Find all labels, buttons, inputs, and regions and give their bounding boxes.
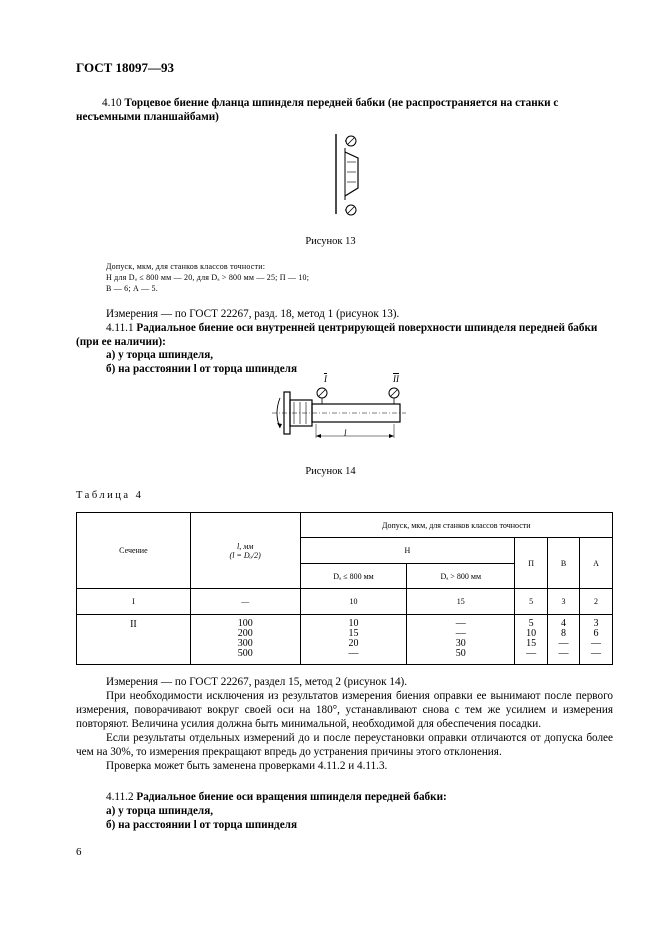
- cell-value: 30: [455, 638, 466, 649]
- header-l-label: l, мм: [236, 541, 254, 551]
- cell-value: —: [526, 648, 537, 659]
- document-header: ГОСТ 18097—93: [76, 60, 175, 75]
- cell-a: 2: [580, 589, 613, 615]
- paragraph: Измерения — по ГОСТ 22267, раздел 15, метод 2 (рисунок 14).: [106, 676, 408, 688]
- cell-v: [548, 615, 580, 665]
- cell-value: 10: [526, 628, 537, 639]
- cell-value: —: [558, 638, 569, 649]
- section-title: Радиальное биение оси внутренней центрирующей поверхности шпинделя передней бабки (при ее наличии):: [76, 322, 598, 348]
- section-number: 4.11.1: [106, 322, 134, 334]
- cell-h1: 10: [300, 589, 407, 615]
- figure-14-caption: Рисунок 14: [305, 466, 356, 477]
- header-class-V: В: [548, 538, 580, 589]
- list-item-b: б) на расстоянии l от торца шпинделя: [106, 363, 297, 375]
- cell-value: 8: [561, 628, 567, 639]
- table-row: [77, 615, 613, 665]
- cell-value: 50: [455, 648, 466, 659]
- header-class-P: П: [515, 538, 548, 589]
- cell-a: [580, 615, 613, 665]
- header-l-formula: (l = Dₐ/2): [229, 550, 261, 560]
- cell-value: —: [591, 648, 601, 659]
- cell-value: 10: [348, 618, 359, 629]
- header-class-H: Н: [300, 538, 515, 564]
- figure-14-label-l: l: [344, 428, 347, 438]
- cell-h2: [407, 615, 515, 665]
- header-l: [190, 513, 300, 589]
- cell-h2: 15: [407, 589, 515, 615]
- header-section: Сечение: [77, 513, 191, 589]
- cell-l: [190, 615, 300, 665]
- cell-h1: [300, 615, 407, 665]
- tolerance-line: Н для Dₐ ≤ 800 мм — 20, для Dₐ > 800 мм — 25; П — 10;: [106, 273, 310, 282]
- section-4-10: [76, 96, 613, 124]
- list-item-b: б) на расстоянии l от торца шпинделя: [106, 819, 297, 831]
- cell-value: 500: [237, 648, 253, 659]
- paragraph: При необходимости исключения из результатов измерения биения оправки ее вынимают после первого измерения, поворачивают вокруг своей оси на 180°, устанавливают снова с тем же усилием и измерения повторяют. Величина усилия должна быть минимальной, необходимой для обеспечения посадки.: [76, 690, 613, 730]
- cell-p: [515, 615, 548, 665]
- section-number: 4.10: [102, 97, 122, 109]
- header-class-A: А: [580, 538, 613, 589]
- cell-section: I: [77, 589, 191, 615]
- cell-value: 5: [528, 618, 534, 629]
- page-number: 6: [76, 846, 82, 858]
- cell-value: 15: [348, 628, 359, 639]
- tolerance-line: Допуск, мкм, для станков классов точности:: [106, 262, 266, 271]
- cell-p: 5: [515, 589, 548, 615]
- cell-section: II: [77, 615, 191, 665]
- section-4-11-2: [106, 790, 447, 804]
- table-title: Таблица 4: [76, 490, 144, 501]
- tolerance-line: В — 6; А — 5.: [106, 284, 158, 293]
- cell-value: —: [591, 638, 601, 649]
- cell-value: 6: [593, 628, 599, 639]
- figure-13-drawing: [300, 128, 380, 224]
- figure-14-label-II: $\overline{II}$: [393, 374, 399, 384]
- cell-value: —: [348, 648, 359, 659]
- figure-14-drawing: [270, 372, 410, 460]
- body-text: [76, 675, 613, 773]
- cell-value: 300: [237, 638, 253, 649]
- cell-l: —: [190, 589, 300, 615]
- cell-value: —: [455, 618, 466, 629]
- paragraph: Если результаты отдельных измерений до и после переустановки оправки отличаются от допуска более чем на 30%, то измерения прекращают впредь до устранения причины этого отклонения.: [76, 732, 613, 758]
- cell-value: 100: [237, 618, 253, 629]
- header-tolerance: Допуск, мкм, для станков классов точности: [300, 513, 612, 538]
- section-title: Радиальное биение оси вращения шпинделя передней бабки:: [136, 791, 447, 803]
- list-item-a: а) у торца шпинделя,: [106, 349, 214, 361]
- measurement-text: Измерения — по ГОСТ 22267, разд. 18, метод 1 (рисунок 13).: [106, 308, 400, 320]
- figure-14-label-I: $\overline{I}$: [324, 374, 327, 384]
- section-4-11-1: [76, 321, 613, 349]
- section-title: Торцевое биение фланца шпинделя передней бабки (не распространяется на станки с несъемными планшайбами): [76, 97, 559, 123]
- header-da-le: Dₐ ≤ 800 мм: [300, 564, 407, 589]
- cell-value: 4: [561, 618, 567, 629]
- section-number: 4.11.2: [106, 791, 134, 803]
- cell-value: 20: [348, 638, 359, 649]
- cell-value: —: [558, 648, 569, 659]
- tolerance-note: [106, 261, 309, 294]
- table-row: [77, 589, 613, 615]
- cell-value: 3: [593, 618, 599, 629]
- table-4: [76, 512, 613, 665]
- figure-13-caption: Рисунок 13: [305, 236, 356, 247]
- cell-value: 15: [526, 638, 537, 649]
- cell-value: —: [455, 628, 466, 639]
- paragraph: Проверка может быть заменена проверками 4.11.2 и 4.11.3.: [106, 760, 388, 772]
- list-item-a: а) у торца шпинделя,: [106, 805, 214, 817]
- cell-value: 200: [237, 628, 253, 639]
- header-da-gt: Dₐ > 800 мм: [407, 564, 515, 589]
- cell-v: 3: [548, 589, 580, 615]
